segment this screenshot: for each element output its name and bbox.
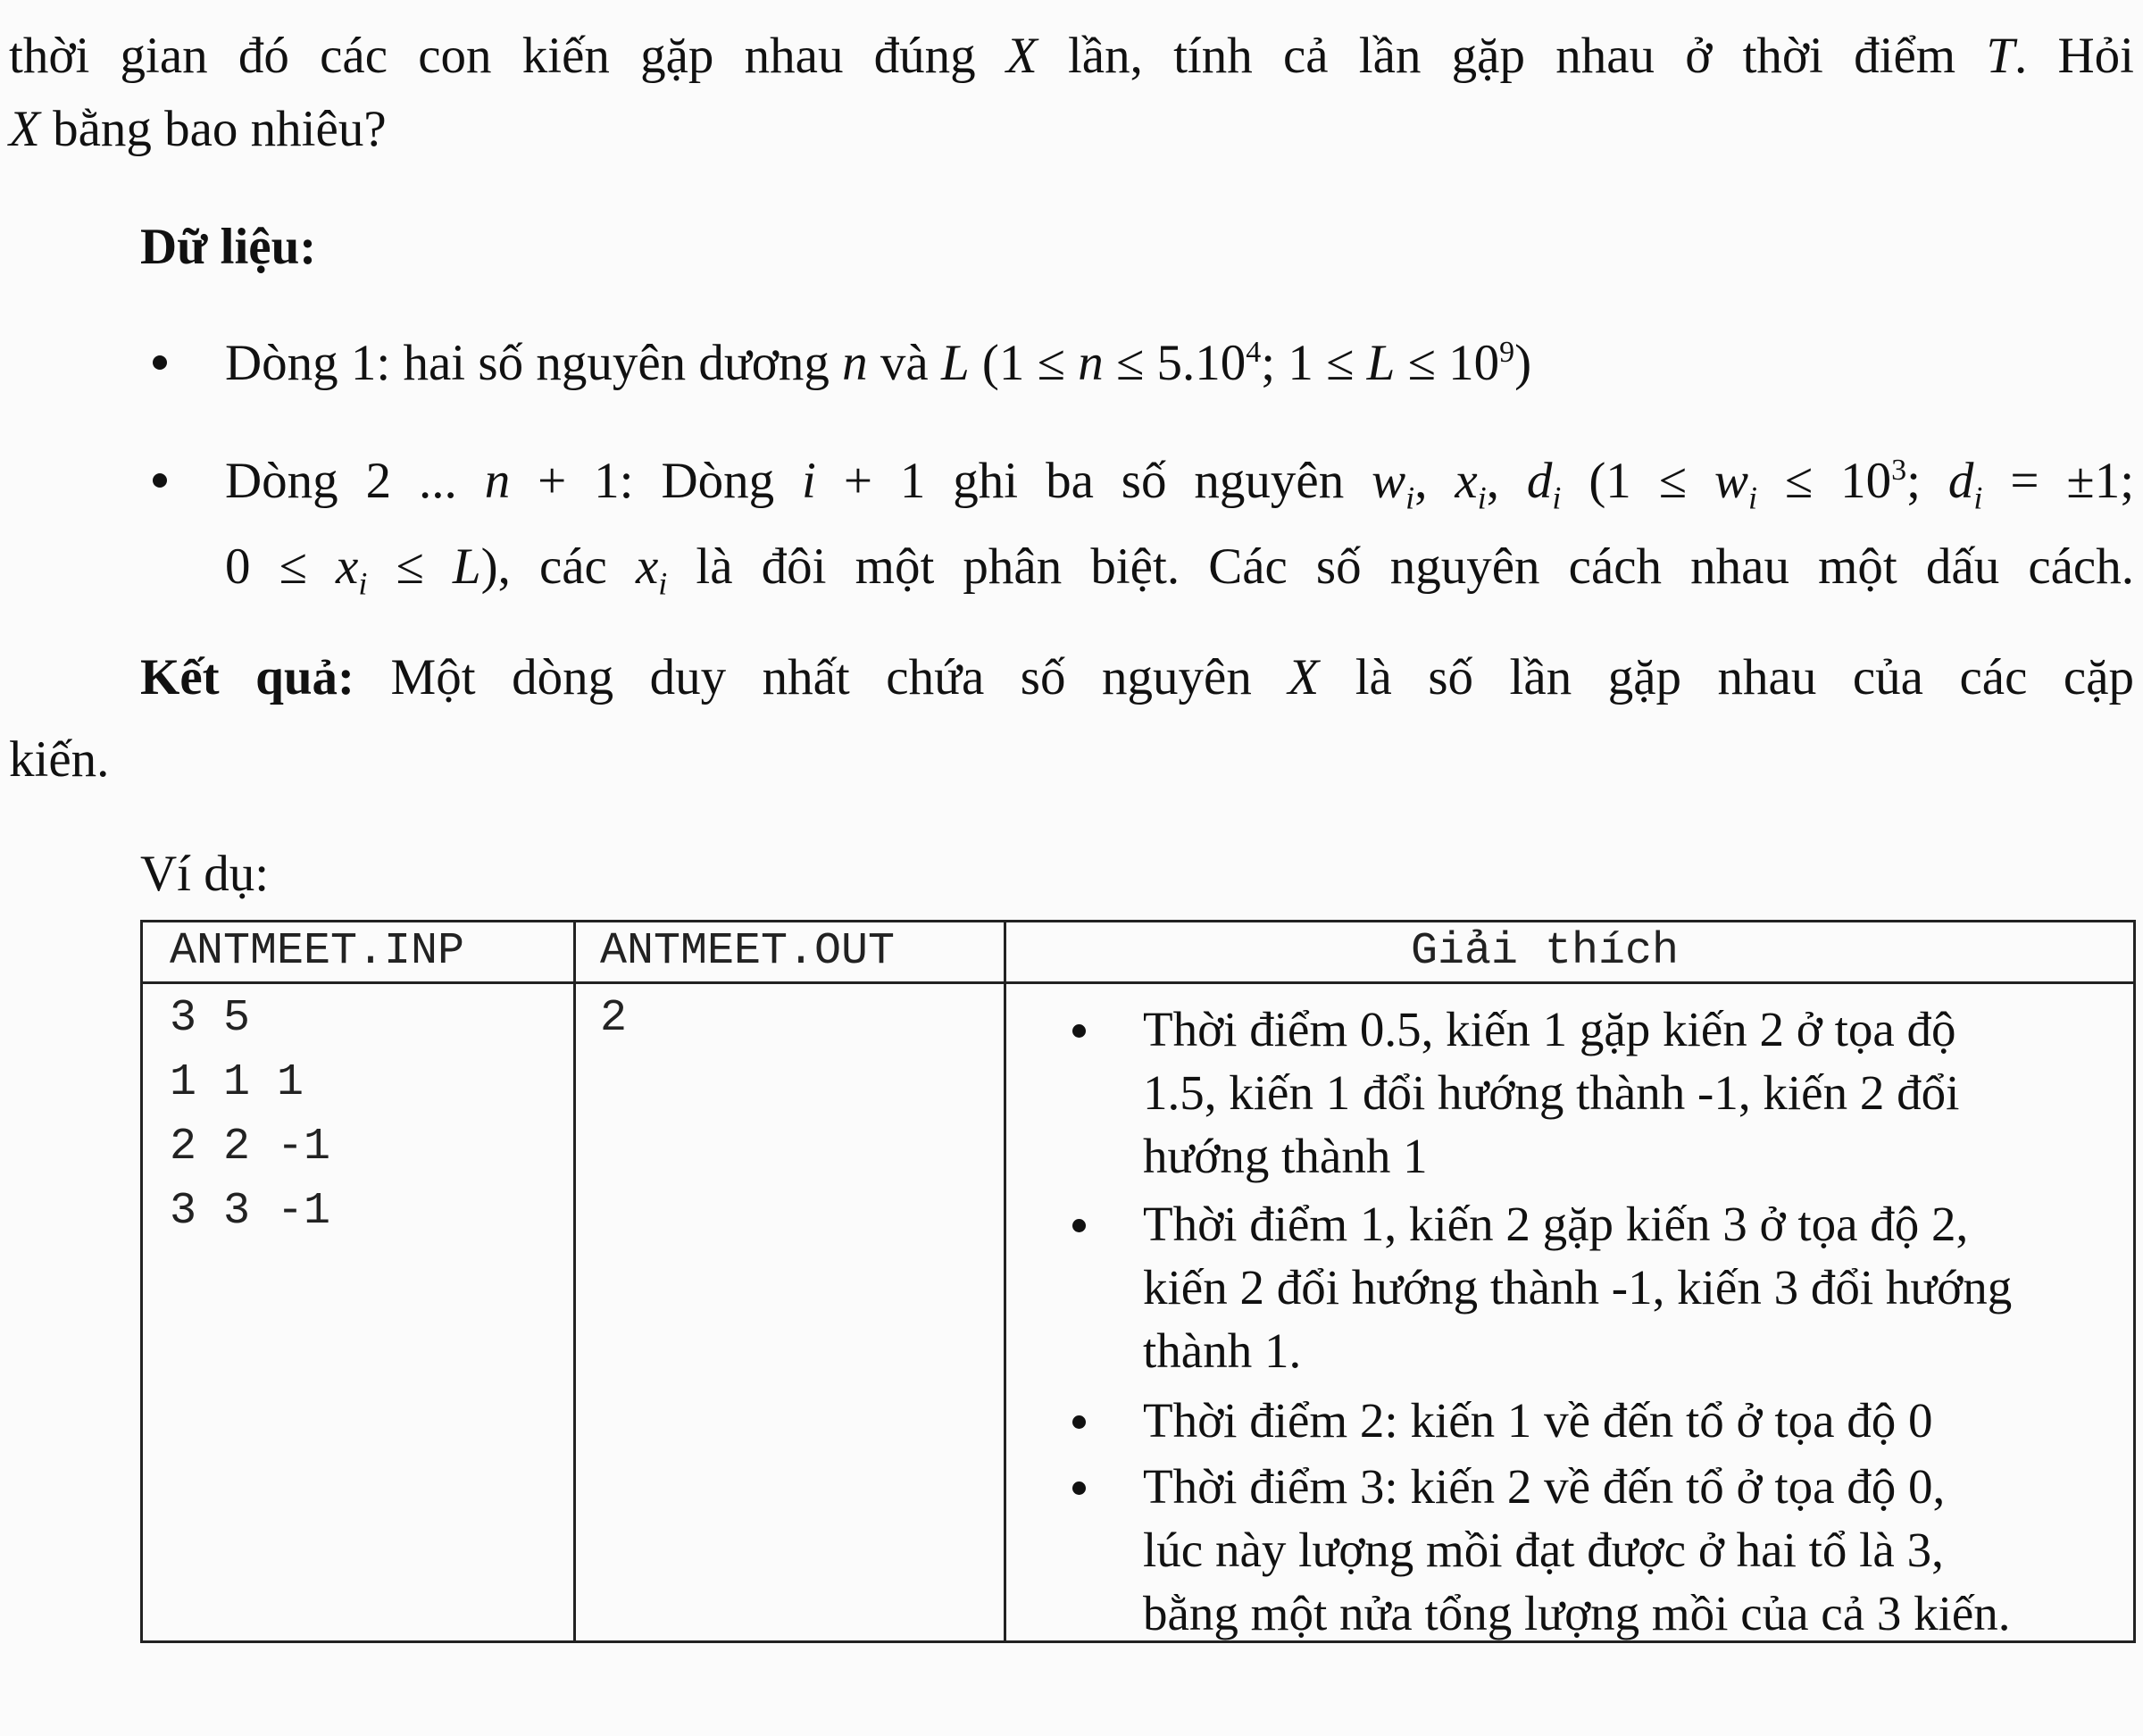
explanation-item: Thời điểm 1, kiến 2 gặp kiến 3 ở tọa độ 2, kiến 2 đổi hướng thành -1, kiến 3 đổi hướng thành 1. <box>1143 1192 2143 1382</box>
bullet-dot <box>1072 1219 1086 1232</box>
bullet-dot <box>1072 1481 1086 1495</box>
output-line-2: kiến. <box>9 731 110 788</box>
input-heading: Dữ liệu: <box>140 219 317 275</box>
bullet-dot <box>1072 1415 1086 1429</box>
output-line-1: Kết quả: Một dòng duy nhất chứa số nguyên X là số lần gặp nhau của các cặp <box>140 649 2134 705</box>
input-bullet-2-line-2: $0 \le x_i \le L$), các $x_i$ là đôi một phân biệt. Các số nguyên cách nhau một dấu cách. <box>225 538 2134 602</box>
table-divider <box>1004 922 1006 1640</box>
intro-line-1: thời gian đó các con kiến gặp nhau đúng X lần, tính cả lần gặp nhau ở thời điểm T. Hỏi <box>9 28 2135 84</box>
input-bullet-1: Dòng 1: hai số nguyên dương n và L ($1 \le n \le 5.10^4$; $1 \le L \le 10^9$) <box>225 335 1532 391</box>
bullet-dot <box>153 473 167 488</box>
explanation-item: Thời điểm 0.5, kiến 1 gặp kiến 2 ở tọa độ 1.5, kiến 1 đổi hướng thành -1, kiến 2 đổi hướng thành 1 <box>1143 997 2143 1188</box>
header-input-file: ANTMEET.INP <box>170 926 465 977</box>
input-line: 1 1 1 <box>170 1057 304 1108</box>
input-line: 2 2 -1 <box>170 1122 331 1173</box>
bullet-dot <box>153 355 167 370</box>
header-explanation: Giải thích <box>1411 926 1680 977</box>
output-value: 2 <box>600 993 628 1044</box>
example-table <box>140 920 2136 1643</box>
input-line: 3 3 -1 <box>170 1186 331 1237</box>
intro-line-2: X bằng bao nhiêu? <box>9 101 387 157</box>
bullet-dot <box>1072 1024 1086 1038</box>
input-line: 3 5 <box>170 993 251 1044</box>
explanation-item: Thời điểm 3: kiến 2 về đến tổ ở tọa độ 0, lúc này lượng mồi đạt được ở hai tổ là 3, bằng một nửa tổng lượng mồi của cả 3 kiến. <box>1143 1455 2143 1645</box>
explanation-item: Thời điểm 2: kiến 1 về đến tổ ở tọa độ 0 <box>1143 1389 2143 1452</box>
example-label: Ví dụ: <box>140 846 270 902</box>
table-divider <box>573 922 576 1640</box>
input-bullet-2-line-1: Dòng 2 ... n + 1: Dòng i + 1 ghi ba số nguyên $w_i$, $x_i$, $d_i$ ($1 \le w_i \le 10^3$; $d_i = \pm 1$; <box>225 453 2135 516</box>
header-output-file: ANTMEET.OUT <box>600 926 896 977</box>
